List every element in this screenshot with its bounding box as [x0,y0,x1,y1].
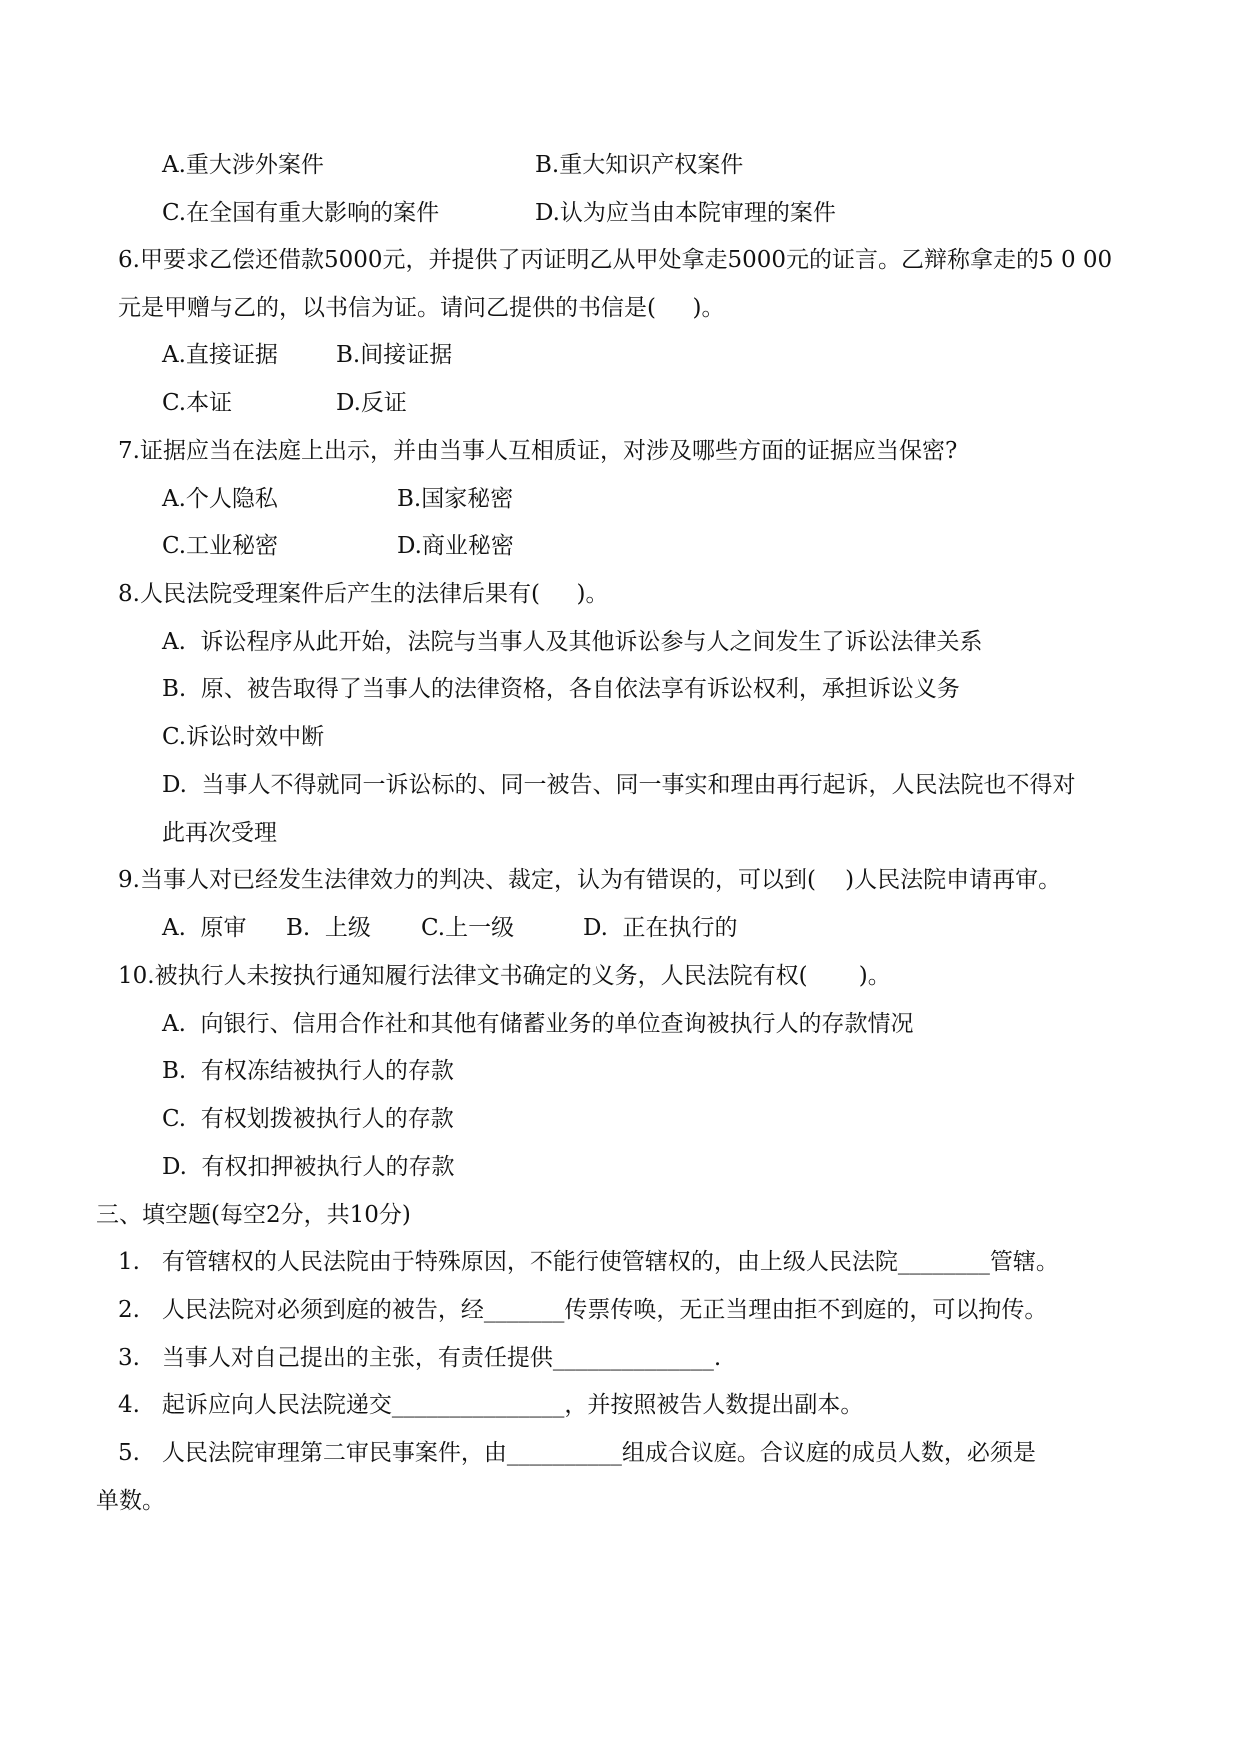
q6-stem-line1: 6.甲要求乙偿还借款5000元，并提供了丙证明乙从甲处拿走5000元的证言。乙辩称拿走的5 0 00 [118,247,1113,273]
q9-option-d: D. 正在执行的 [583,915,738,941]
q8-stem: 8.人民法院受理案件后产生的法律后果有( )。 [118,581,609,607]
q8-option-c: C.诉讼时效中断 [162,724,325,750]
q7-option-a: A.个人隐私 [162,486,278,512]
q8-option-d-line2: 此再次受理 [162,820,277,846]
q6-option-a: A.直接证据 [162,342,278,368]
q10-option-c: C. 有权划拨被执行人的存款 [162,1106,454,1132]
section3-heading: 三、填空题(每空2分，共10分) [96,1202,411,1228]
q6-option-d: D.反证 [336,390,407,416]
q7-stem: 7.证据应当在法庭上出示，并由当事人互相质证，对涉及哪些方面的证据应当保密? [118,438,958,464]
q8-option-b: B. 原、被告取得了当事人的法律资格，各自依法享有诉讼权利，承担诉讼义务 [162,676,960,702]
q6-option-b: B.间接证据 [336,342,453,368]
fill-blank-item-5-line2: 单数。 [96,1488,165,1514]
q8-option-a: A. 诉讼程序从此开始，法院与当事人及其他诉讼参与人之间发生了诉讼法律关系 [162,629,983,655]
q7-option-d: D.商业秘密 [397,533,514,559]
q5-option-c: C.在全国有重大影响的案件 [162,200,440,226]
fill-blank-item-3: 3. 当事人对自己提出的主张，有责任提供______________. [118,1345,722,1371]
q6-option-c: C.本证 [162,390,233,416]
q10-option-a: A. 向银行、信用合作社和其他有储蓄业务的单位查询被执行人的存款情况 [162,1011,914,1037]
q10-option-b: B. 有权冻结被执行人的存款 [162,1058,454,1084]
fill-blank-item-4: 4. 起诉应向人民法院递交_______________，并按照被告人数提出副本。 [118,1392,864,1418]
q5-option-a: A.重大涉外案件 [162,152,324,178]
q8-option-d-line1: D. 当事人不得就同一诉讼标的、同一被告、同一事实和理由再行起诉，人民法院也不得对 [162,772,1076,798]
q9-option-a: A. 原审 [162,915,247,941]
q6-stem-line2: 元是甲赠与乙的，以书信为证。请问乙提供的书信是( )。 [118,295,725,321]
q10-option-d: D. 有权扣押被执行人的存款 [162,1154,455,1180]
q9-option-b: B. 上级 [286,915,371,941]
q9-option-c: C.上一级 [421,915,515,941]
q7-option-c: C.工业秘密 [162,533,279,559]
fill-blank-item-1: 1. 有管辖权的人民法院由于特殊原因，不能行使管辖权的，由上级人民法院________管辖。 [118,1249,1059,1275]
q10-stem: 10.被执行人未按执行通知履行法律文书确定的义务，人民法院有权( )。 [118,963,891,989]
q7-option-b: B.国家秘密 [397,486,514,512]
fill-blank-item-5-line1: 5. 人民法院审理第二审民事案件，由__________组成合议庭。合议庭的成员人数，必须是 [118,1440,1036,1466]
q5-option-d: D.认为应当由本院审理的案件 [535,200,836,226]
q5-option-b: B.重大知识产权案件 [535,152,744,178]
q9-stem: 9.当事人对已经发生法律效力的判决、裁定，认为有错误的，可以到( )人民法院申请再审。 [118,867,1062,893]
fill-blank-item-2: 2. 人民法院对必须到庭的被告，经_______传票传唤，无正当理由拒不到庭的，可以拘传。 [118,1297,1048,1323]
